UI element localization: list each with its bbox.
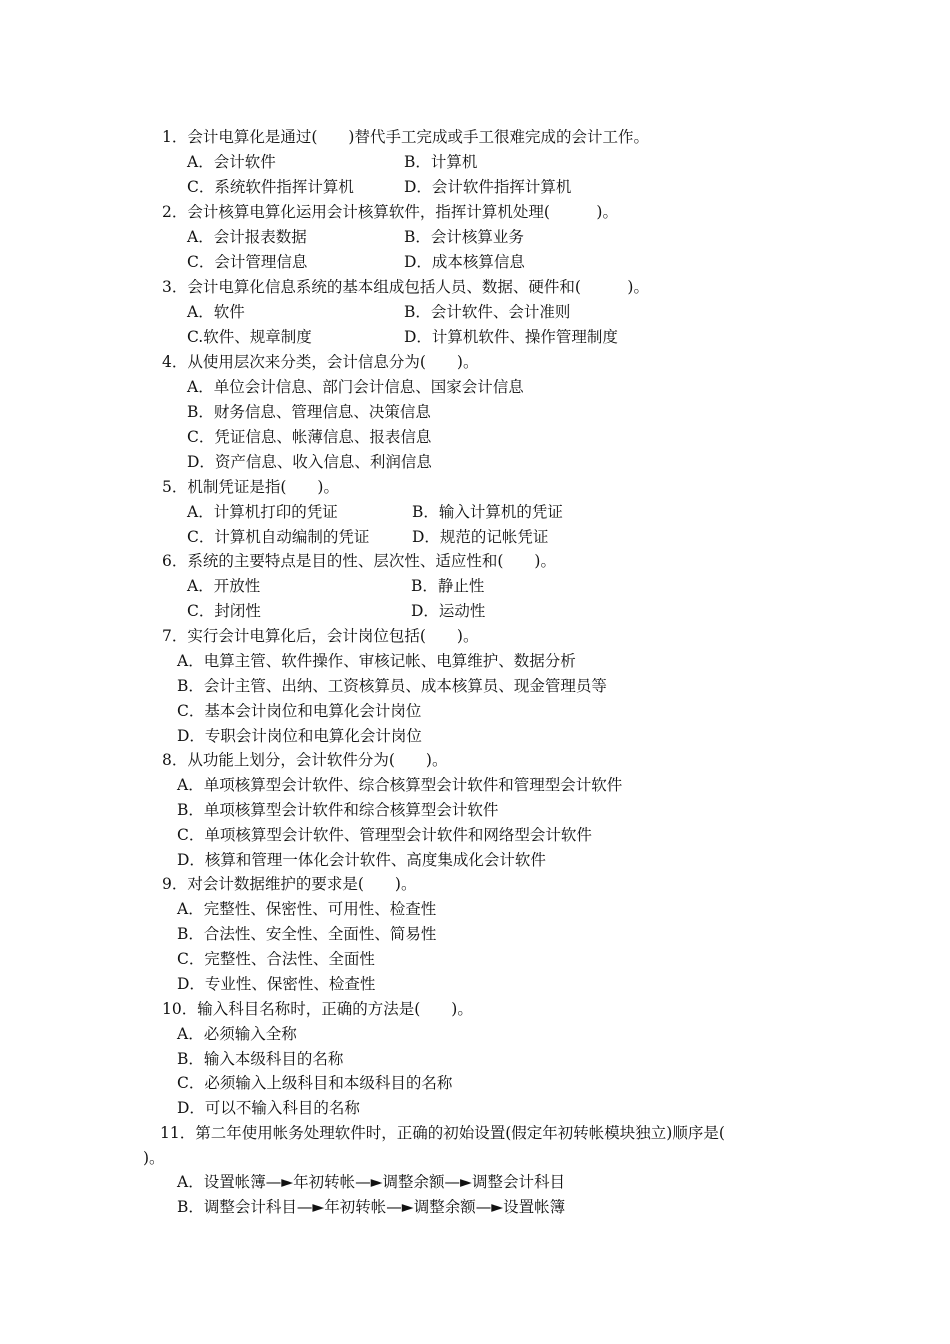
- question-8-option-a: A．单项核算型会计软件、综合核算型会计软件和管理型会计软件: [177, 776, 623, 794]
- question-5-option-a: A．计算机打印的凭证: [187, 503, 338, 521]
- question-7-option-a: A．电算主管、软件操作、审核记帐、电算维护、数据分析: [177, 652, 576, 670]
- question-8-option-d: D．核算和管理一体化会计软件、高度集成化会计软件: [177, 851, 546, 869]
- question-6-option-b: B．静止性: [411, 577, 485, 595]
- question-7-option-b: B．会计主管、出纳、工资核算员、成本核算员、现金管理员等: [177, 677, 607, 695]
- question-10-stem: 10．输入科目名称时，正确的方法是( )。: [162, 1000, 473, 1018]
- question-3-option-a: A．软件: [187, 303, 245, 321]
- question-5-option-c: C．计算机自动编制的凭证: [187, 528, 370, 546]
- question-4-option-d: D．资产信息、收入信息、利润信息: [187, 453, 432, 471]
- question-2-option-c: C．会计管理信息: [187, 253, 308, 271]
- question-1-option-d: D．会计软件指挥计算机: [404, 178, 572, 196]
- question-2-option-a: A．会计报表数据: [187, 228, 307, 246]
- question-9-option-c: C．完整性、合法性、全面性: [177, 950, 375, 968]
- question-4-option-c: C．凭证信息、帐薄信息、报表信息: [187, 428, 432, 446]
- question-6-option-d: D．运动性: [411, 602, 486, 620]
- question-7-option-d: D．专职会计岗位和电算化会计岗位: [177, 727, 422, 745]
- question-10-option-d: D．可以不输入科目的名称: [177, 1099, 360, 1117]
- question-5-stem: 5．机制凭证是指( )。: [162, 478, 339, 496]
- question-6-option-a: A．开放性: [187, 577, 261, 595]
- question-3-option-c: C.软件、规章制度: [187, 328, 312, 346]
- question-11-stem: 11．第二年使用帐务处理软件时，正确的初始设置(假定年初转帐模块独立)顺序是(: [160, 1124, 725, 1142]
- question-11-option-a: A．设置帐簿—►年初转帐—►调整余额—►调整会计科目: [177, 1173, 565, 1191]
- question-9-option-d: D．专业性、保密性、检查性: [177, 975, 376, 993]
- question-8-stem: 8．从功能上划分，会计软件分为( )。: [162, 751, 448, 769]
- question-1-stem: 1．会计电算化是通过( )替代手工完成或手工很难完成的会计工作。: [162, 128, 649, 146]
- question-3-stem: 3．会计电算化信息系统的基本组成包括人员、数据、硬件和( )。: [162, 278, 649, 296]
- question-5-option-b: B．输入计算机的凭证: [412, 503, 563, 521]
- question-5-option-d: D．规范的记帐凭证: [412, 528, 549, 546]
- question-2-option-d: D．成本核算信息: [404, 253, 525, 271]
- question-4-stem: 4．从使用层次来分类，会计信息分为( )。: [162, 353, 479, 371]
- question-3-option-d: D．计算机软件、操作管理制度: [404, 328, 618, 346]
- question-4-option-b: B．财务信息、管理信息、决策信息: [187, 403, 431, 421]
- question-3-option-b: B．会计软件、会计准则: [404, 303, 571, 321]
- question-9-stem: 9．对会计数据维护的要求是( )。: [162, 875, 417, 893]
- question-8-option-b: B．单项核算型会计软件和综合核算型会计软件: [177, 801, 499, 819]
- question-10-option-c: C．必须输入上级科目和本级科目的名称: [177, 1074, 453, 1092]
- question-11-option-b: B．调整会计科目—►年初转帐—►调整余额—►设置帐簿: [177, 1198, 566, 1216]
- question-8-option-c: C．单项核算型会计软件、管理型会计软件和网络型会计软件: [177, 826, 592, 844]
- question-9-option-b: B．合法性、安全性、全面性、简易性: [177, 925, 437, 943]
- question-6-stem: 6．系统的主要特点是目的性、层次性、适应性和( )。: [162, 552, 556, 570]
- question-7-stem: 7．实行会计电算化后，会计岗位包括( )。: [162, 627, 479, 645]
- question-10-option-b: B．输入本级科目的名称: [177, 1050, 344, 1068]
- question-6-option-c: C．封闭性: [187, 602, 261, 620]
- question-1-option-a: A．会计软件: [187, 153, 276, 171]
- question-1-option-c: C．系统软件指挥计算机: [187, 178, 354, 196]
- question-9-option-a: A．完整性、保密性、可用性、检查性: [177, 900, 437, 918]
- question-11-stem-continuation: )。: [143, 1149, 165, 1167]
- question-4-option-a: A．单位会计信息、部门会计信息、国家会计信息: [187, 378, 524, 396]
- question-1-option-b: B．计算机: [404, 153, 478, 171]
- question-2-option-b: B．会计核算业务: [404, 228, 524, 246]
- question-10-option-a: A．必须输入全称: [177, 1025, 297, 1043]
- question-2-stem: 2．会计核算电算化运用会计核算软件，指挥计算机处理( )。: [162, 203, 618, 221]
- question-7-option-c: C．基本会计岗位和电算化会计岗位: [177, 702, 422, 720]
